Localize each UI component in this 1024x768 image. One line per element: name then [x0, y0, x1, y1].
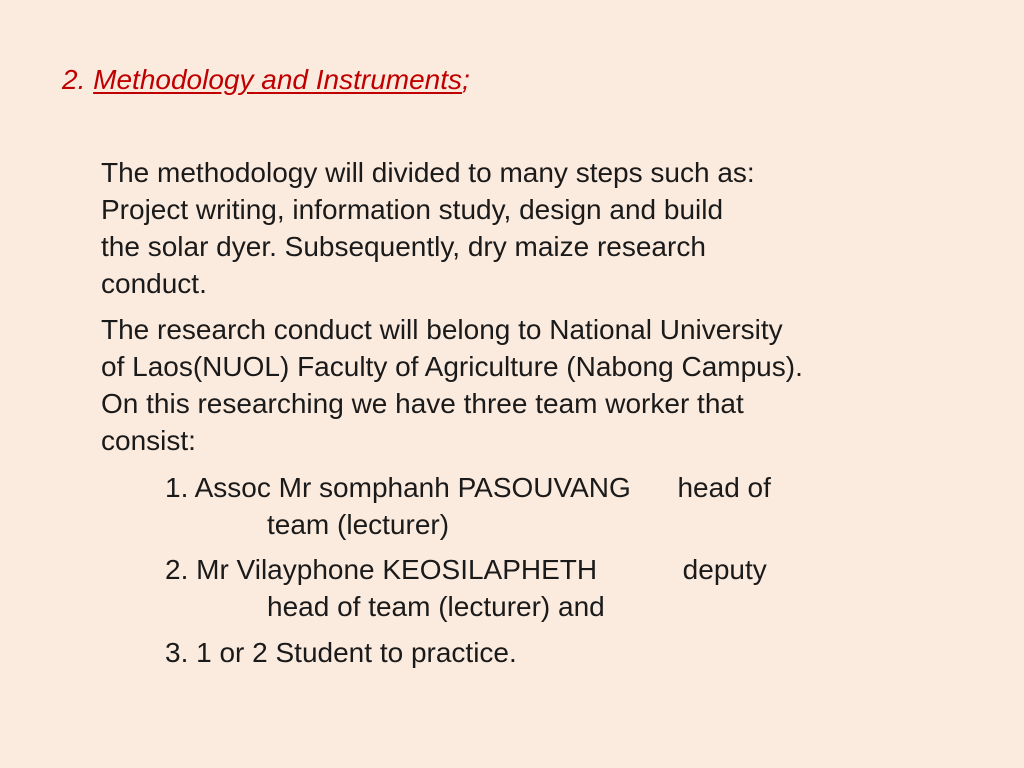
paragraph-line: On this researching we have three team worker that: [101, 388, 744, 419]
paragraph-line: consist:: [101, 425, 196, 456]
team-member-2: [165, 551, 767, 625]
heading-text: Methodology and Instruments: [93, 64, 463, 95]
paragraph-line: The research conduct will belong to National University: [101, 314, 783, 345]
team-member-line: 3. 1 or 2 Student to practice.: [165, 637, 517, 668]
heading-suffix: ;: [462, 64, 470, 95]
paragraph-line: conduct.: [101, 268, 207, 299]
team-member-line: 1. Assoc Mr somphanh PASOUVANG head of: [165, 472, 771, 503]
team-member-line: 2. Mr Vilayphone KEOSILAPHETH deputy: [165, 554, 767, 585]
team-member-1: [165, 469, 771, 543]
team-member-3: [165, 634, 517, 671]
paragraph-line: the solar dyer. Subsequently, dry maize research: [101, 231, 706, 262]
methodology-paragraph: [101, 154, 981, 302]
team-member-continuation: team (lecturer): [267, 509, 450, 540]
research-paragraph: [101, 311, 981, 459]
paragraph-line: of Laos(NUOL) Faculty of Agriculture (Nabong Campus).: [101, 351, 803, 382]
heading-number: 2.: [62, 64, 94, 95]
team-member-continuation: head of team (lecturer) and: [267, 591, 605, 622]
paragraph-line: Project writing, information study, design and build: [101, 194, 724, 225]
slide-heading: [62, 64, 470, 96]
paragraph-line: The methodology will divided to many steps such as:: [101, 157, 755, 188]
